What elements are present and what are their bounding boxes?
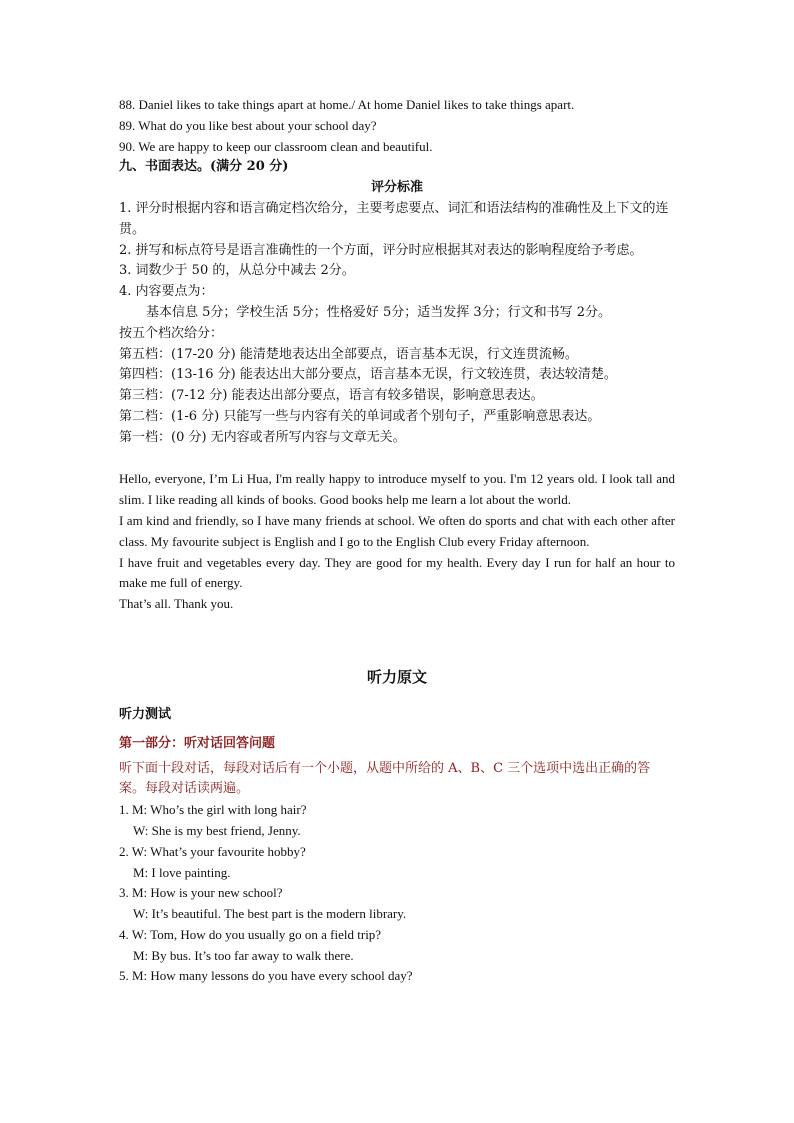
document-page <box>119 95 675 987</box>
rule-4: 4. 内容要点为： <box>119 284 214 300</box>
content-points: 基本信息 5分；学校生活 5分；性格爱好 5分；适当发挥 3分；行文和书写 2分。 <box>146 304 612 320</box>
criteria-title: 评分标准 <box>370 180 423 196</box>
sample-paragraph-4: That’s all. Thank you. <box>119 596 234 612</box>
sample-paragraph-1: Hello, everyone, I’m Li Hua, I'm really happy to introduce myself to you. I'm 12 years old. I look tall and slim. I like reading all kinds of books. Good books help me learn a lot about the world. <box>119 471 675 508</box>
grade-3: 第三档：(7-12 分) 能表达出部分要点，语言有较多错误，影响意思表达。 <box>119 388 544 404</box>
dialogue-1-w: W: She is my best friend, Jenny. <box>133 822 301 838</box>
sample-paragraph-2: I am kind and friendly, so I have many friends at school. We often do sports and chat with each other after class. My favourite subject is English and I go to the English Club every Friday afternoon. <box>119 512 675 549</box>
grades-intro: 按五个档次给分： <box>119 325 224 341</box>
dialogue-4-m: M: By bus. It’s too far away to walk there. <box>133 947 354 963</box>
sample-paragraph-3: I have fruit and vegetables every day. They are good for my health. Every day I run for half an hour to make me full of energy. <box>119 554 675 591</box>
dialogue-5-m: 5. M: How many lessons do you have every school day? <box>119 968 413 984</box>
listening-test-heading: 听力测试 <box>119 706 172 722</box>
rule-3: 3. 词数少于 50 的，从总分中减去 2分。 <box>119 263 355 279</box>
grade-1: 第一档：(0 分) 无内容或者所写内容与文章无关。 <box>119 429 406 445</box>
grade-5: 第五档：(17-20 分) 能清楚地表达出全部要点，语言基本无误，行文连贯流畅。 <box>119 346 578 362</box>
rule-1: 1. 评分时根据内容和语言确定档次给分，主要考虑要点、词汇和语法结构的准确性及上下文的连贯。 <box>119 200 669 237</box>
rule-2: 2. 拼写和标点符号是语言准确性的一个方面，评分时应根据其对表达的影响程度给予考虑。 <box>119 242 643 258</box>
grade-2: 第二档：(1-6 分) 只能写一些与内容有关的单词或者个别句子，严重影响意思表达。 <box>119 408 601 424</box>
part-one-instruction: 听下面十段对话，每段对话后有一个小题，从题中所给的 A、B、C 三个选项中选出正确的答案。每段对话读两遍。 <box>119 760 651 797</box>
dialogue-2-m: M: I love painting. <box>133 864 231 880</box>
grade-4: 第四档：(13-16 分) 能表达出大部分要点，语言基本无误，行文较连贯，表达较清楚。 <box>119 367 617 383</box>
dialogue-3-m: 3. M: How is your new school? <box>119 885 283 901</box>
part-one-heading: 第一部分：听对话回答问题 <box>119 735 276 751</box>
answer-89: 89. What do you like best about your school day? <box>119 117 377 133</box>
dialogue-2-w: 2. W: What’s your favourite hobby? <box>119 843 306 859</box>
listening-title: 听力原文 <box>366 667 427 686</box>
writing-heading: 九、书面表达。(满分 20 分) <box>119 159 289 175</box>
dialogue-1-m: 1. M: Who’s the girl with long hair? <box>119 802 307 818</box>
dialogue-4-w: 4. W: Tom, How do you usually go on a field trip? <box>119 926 382 942</box>
answer-88: 88. Daniel likes to take things apart at home./ At home Daniel likes to take things apart. <box>119 97 575 112</box>
dialogue-3-w: W: It’s beautiful. The best part is the modern library. <box>133 906 407 922</box>
answer-90: 90. We are happy to keep our classroom clean and beautiful. <box>119 138 433 154</box>
